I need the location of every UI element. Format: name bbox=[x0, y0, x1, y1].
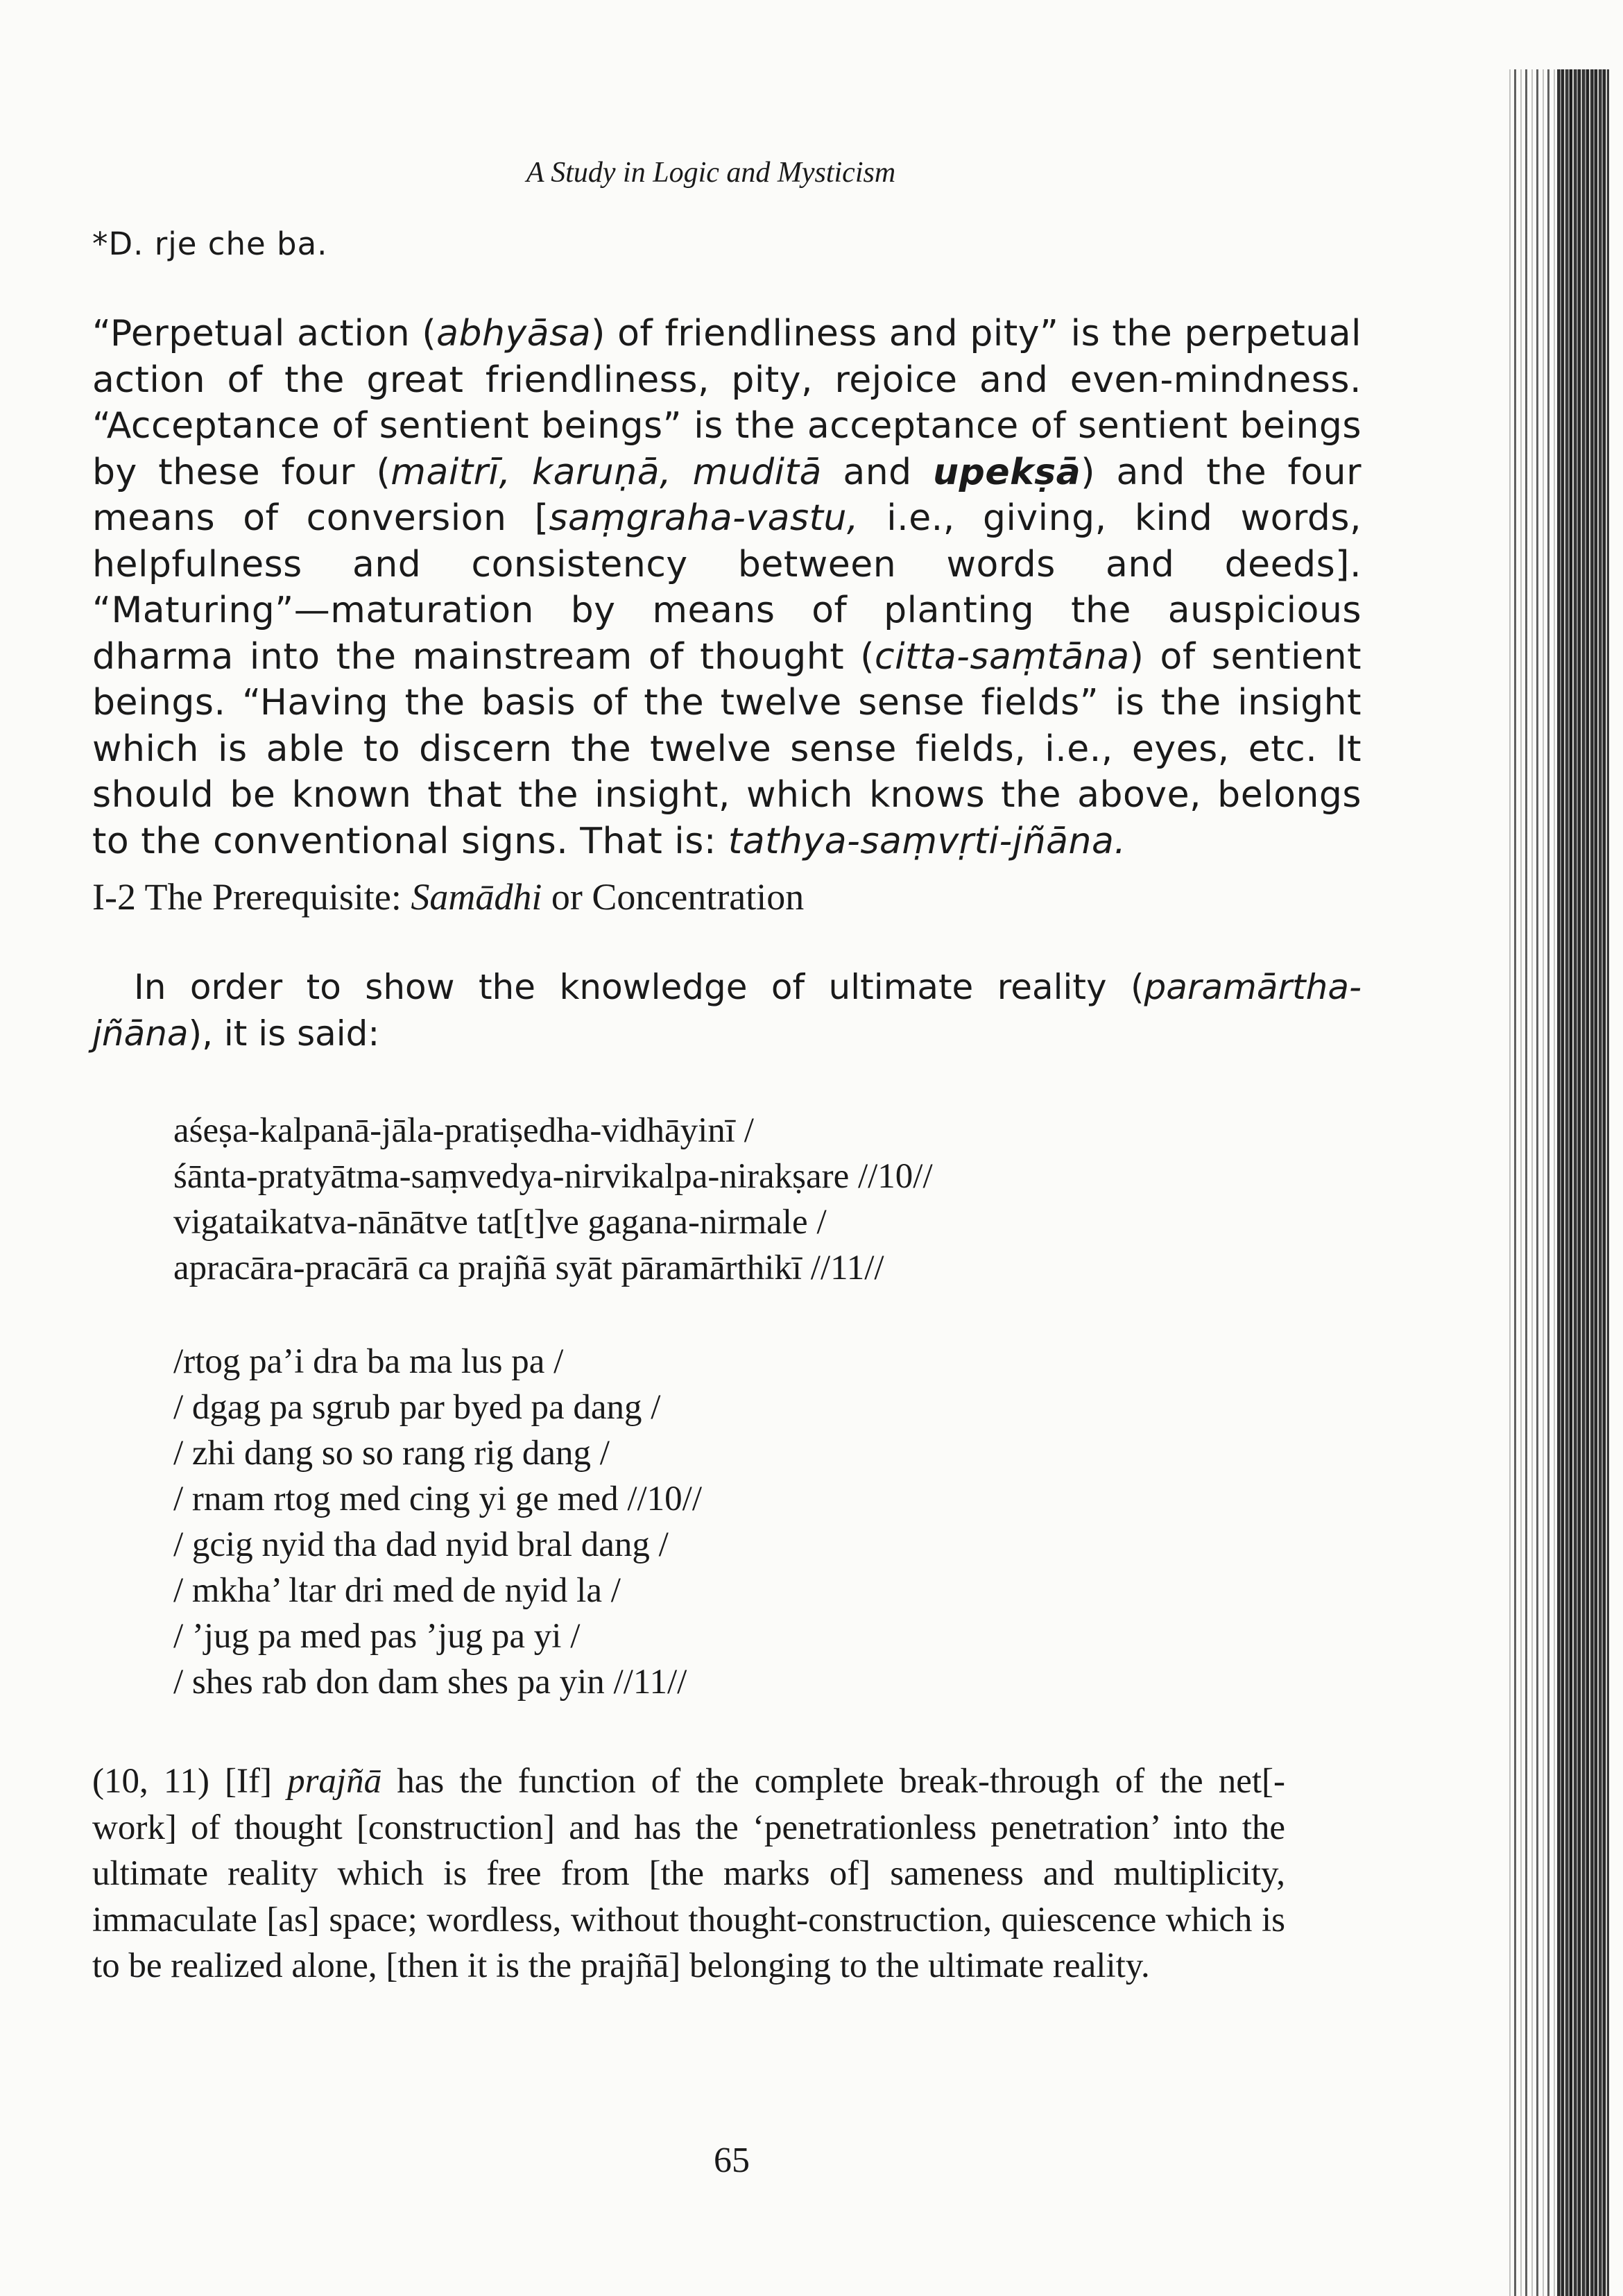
verse-line: apracāra-pracārā ca prajñā syāt pāramārthikī //11// bbox=[173, 1249, 884, 1287]
sanskrit-verse bbox=[173, 1108, 933, 1291]
running-head: A Study in Logic and Mysticism bbox=[526, 157, 896, 189]
verse-line: / mkha’ ltar dri med de nyid la / bbox=[173, 1571, 621, 1610]
term-paramartha-jnana: paramārtha-jñāna bbox=[92, 967, 1362, 1054]
section-heading: I-2 The Prerequisite: Samādhi or Concentration bbox=[92, 876, 805, 918]
term-samgraha-vastu: saṃgraha-vastu, bbox=[549, 497, 859, 539]
verse-line: / dgag pa sgrub par byed pa dang / bbox=[173, 1388, 661, 1427]
paragraph-perpetual-action: “Perpetual action (abhyāsa) of friendliness and pity” is the perpetual action of the great friendliness, pity, rejoice and even-mindness. “Acceptance of sentient beings” is the acceptance of sentient beings by these four (maitrī, karuṇā, muditā and upekṣā) and the four means of conversion [saṃgraha-vastu, i.e., giving, kind words, helpfulness and consistency between words and deeds]. “Maturing”—maturation by means of planting the auspicious dharma into the mainstream of thought (citta-saṃtāna) of sentient beings. “Having the basis of the twelve sense fields” is the insight which is able to discern the twelve sense fields, i.e., eyes, etc. It should be known that the insight, which knows the above, belongs to the conventional signs. That is: tathya-saṃvṛti-jñāna. bbox=[92, 313, 1362, 862]
footnote-marker: *D. rje che ba. bbox=[92, 225, 328, 262]
term-upeksa: upekṣā bbox=[933, 451, 1081, 493]
term-abhyasa: abhyāsa bbox=[436, 313, 592, 354]
verse-line: / rnam rtog med cing yi ge med //10// bbox=[173, 1480, 703, 1518]
verse-line: / zhi dang so so rang rig dang / bbox=[173, 1434, 610, 1473]
verse-line: aśeṣa-kalpanā-jāla-pratiṣedha-vidhāyinī / bbox=[173, 1111, 754, 1150]
page-number: 65 bbox=[714, 2141, 750, 2180]
tibetan-verse bbox=[173, 1339, 702, 1705]
verse-line: / gcig nyid tha dad nyid bral dang / bbox=[173, 1525, 669, 1564]
verse-line: / ’jug pa med pas ’jug pa yi / bbox=[173, 1617, 581, 1656]
heading-term-samadhi: Samādhi bbox=[411, 876, 542, 918]
verse-line: /rtog pa’i dra ba ma lus pa / bbox=[173, 1342, 564, 1381]
paragraph-prajna-function: (10, 11) [If] prajñā has the function of the complete break-through of the net[-work] of thought [construction] and has the ‘penetrationless penetration’ into the ultimate reality which is free from [the marks of] sameness and multiplicity, immaculate [as] space; wordless, without thought-construction, quiescence which is to be realized alone, [then it is the prajñā] belonging to the ultimate reality. bbox=[92, 1762, 1285, 1985]
verse-line: śānta-pratyātma-saṃvedya-nirvikalpa-nirakṣare //10// bbox=[173, 1157, 933, 1196]
term-four-immeasurables: maitrī, karuṇā, muditā bbox=[390, 451, 822, 493]
verse-line: vigataikatva-nānātve tat[t]ve gagana-nirmale / bbox=[173, 1203, 827, 1242]
paragraph-ultimate-reality: In order to show the knowledge of ultimate reality (paramārtha-jñāna), it is said: bbox=[92, 967, 1362, 1054]
term-citta-samtana: citta-saṃtāna bbox=[875, 635, 1130, 678]
term-prajna: prajñā bbox=[287, 1762, 382, 1801]
term-tathya-samvrti-jnana: tathya-saṃvṛti-jñāna. bbox=[728, 820, 1126, 862]
binding-edge-shadow-dark bbox=[1557, 69, 1609, 2296]
verse-line: / shes rab don dam shes pa yin //11// bbox=[173, 1663, 687, 1702]
